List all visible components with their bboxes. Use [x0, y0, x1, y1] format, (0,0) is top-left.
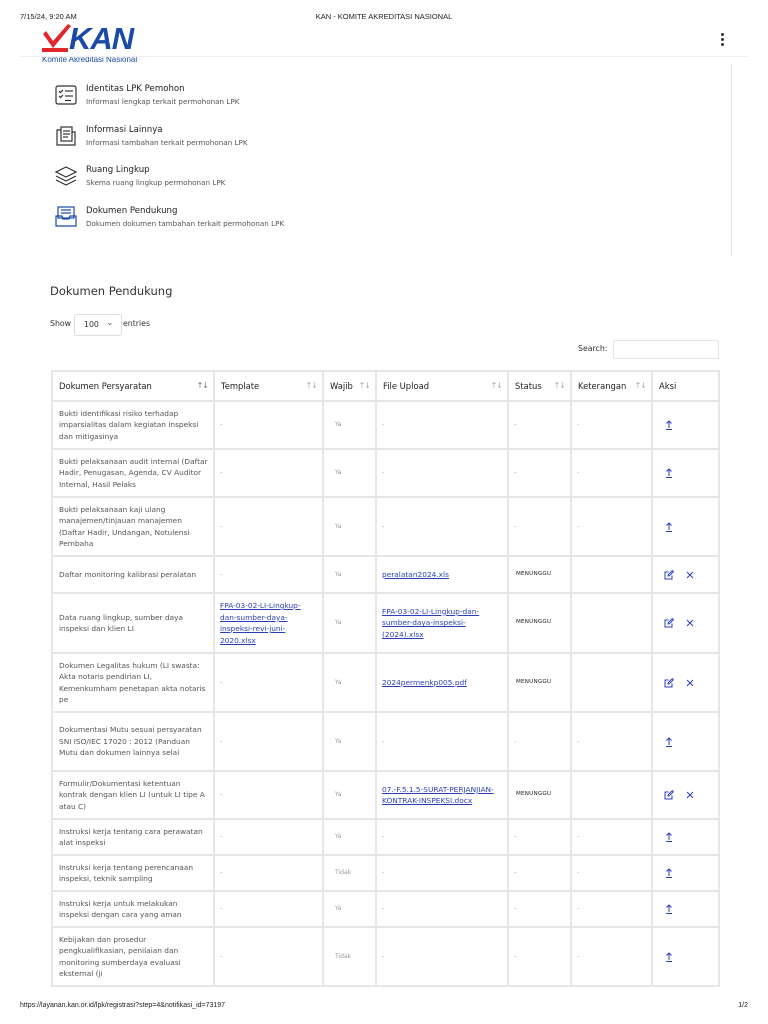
- edit-icon[interactable]: [663, 677, 675, 689]
- aksi-cell: [652, 401, 719, 449]
- status-cell: -: [508, 712, 571, 771]
- keterangan-cell: -: [571, 712, 652, 771]
- step-description: Skema ruang lingkup permohonan LPK: [86, 178, 226, 187]
- template-cell: -: [214, 556, 323, 593]
- file-cell: -: [376, 891, 508, 927]
- file-cell: [376, 771, 508, 819]
- column-label: Keterangan: [578, 381, 627, 391]
- keterangan-cell: -: [571, 497, 652, 556]
- aksi-cell: [652, 593, 719, 653]
- col-aksi: [652, 371, 719, 401]
- edit-icon[interactable]: [663, 617, 675, 629]
- aksi-cell: [652, 653, 719, 712]
- aksi-cell: [652, 712, 719, 771]
- upload-icon[interactable]: [663, 903, 675, 915]
- upload-icon[interactable]: [663, 419, 675, 431]
- sort-icon: ↑↓: [196, 381, 208, 390]
- template-cell: -: [214, 927, 323, 986]
- page-length-value: 100: [84, 320, 99, 329]
- print-url: https://layanan.kan.or.id/lpk/registrasi?step=4&notifikasi_id=73197: [20, 1002, 226, 1009]
- doc-cell: Instruksi kerja tentang perencanaan inspeksi, teknik sampling: [52, 855, 214, 891]
- keterangan-cell: [571, 593, 652, 653]
- column-label: Aksi: [659, 381, 677, 391]
- header-divider: [20, 56, 748, 57]
- col-template[interactable]: [214, 371, 323, 401]
- wajib-cell: Tidak: [323, 927, 376, 986]
- table-header-row: [52, 371, 719, 401]
- table-row: [52, 819, 719, 855]
- sort-icon: ↑↓: [490, 381, 502, 390]
- keterangan-cell: -: [571, 819, 652, 855]
- file-link[interactable]: FPA-03-02-LI-Lingkup-dan-sumber-daya-inspeksi-(2024).xlsx: [382, 606, 480, 639]
- file-cell: -: [376, 927, 508, 986]
- status-cell: -: [508, 927, 571, 986]
- status-cell: -: [508, 819, 571, 855]
- layers-icon: [54, 164, 78, 188]
- doc-cell: Bukti identifikasi risiko terhadap imparsialitas dalam kegiatan inspeksi dan mitigasinya: [52, 401, 214, 449]
- status-cell: MENUNGGU: [508, 556, 571, 593]
- wajib-cell: Ya: [323, 497, 376, 556]
- step-informasi-lainnya[interactable]: [54, 123, 454, 164]
- col-wajib[interactable]: [323, 371, 376, 401]
- column-label: Template: [221, 381, 260, 391]
- col-status[interactable]: [508, 371, 571, 401]
- step-description: Informasi tambahan terkait permohonan LPK: [86, 137, 248, 147]
- status-cell: -: [508, 855, 571, 891]
- template-cell: -: [214, 771, 323, 819]
- file-cell: -: [376, 401, 508, 449]
- step-ruang-lingkup[interactable]: [54, 163, 454, 204]
- table-row: [52, 556, 719, 593]
- step-title: Identitas LPK Pemohon: [86, 84, 185, 94]
- keterangan-cell: -: [571, 449, 652, 497]
- step-description: Informasi lengkap terkait permohonan LPK: [86, 97, 240, 106]
- column-label: Wajib: [330, 381, 353, 391]
- documents-table: [51, 370, 720, 987]
- status-cell: -: [508, 449, 571, 497]
- kan-checkmark-icon: [42, 24, 72, 54]
- upload-icon[interactable]: [663, 521, 675, 533]
- wajib-cell: Ya: [323, 712, 376, 771]
- show-label: Show: [50, 319, 72, 328]
- doc-cell: Data ruang lingkup, sumber daya inspeksi dan klien LI: [52, 593, 214, 653]
- file-cell: [376, 653, 508, 712]
- column-label: Status: [515, 381, 542, 391]
- file-link[interactable]: 07.-F.5.1.5-SURAT-PERJANJIAN-KONTRAK-INSPEKSI.docx: [382, 784, 494, 805]
- aksi-cell: [652, 449, 719, 497]
- print-footer: [20, 1002, 748, 1012]
- status-cell: MENUNGGU: [508, 653, 571, 712]
- file-cell: -: [376, 712, 508, 771]
- keterangan-cell: -: [571, 927, 652, 986]
- status-cell: -: [508, 891, 571, 927]
- file-cell: [376, 556, 508, 593]
- table-row: [52, 449, 719, 497]
- col-keterangan[interactable]: [571, 371, 652, 401]
- print-date: 7/15/24, 9:20 AM: [20, 12, 77, 21]
- brand-name: KAN: [69, 21, 134, 56]
- more-options-icon[interactable]: [718, 33, 726, 49]
- aksi-cell: [652, 891, 719, 927]
- template-cell: -: [214, 891, 323, 927]
- edit-icon[interactable]: [663, 569, 675, 581]
- wajib-cell: Ya: [323, 819, 376, 855]
- upload-icon[interactable]: [663, 467, 675, 479]
- close-icon[interactable]: [684, 789, 696, 801]
- template-link[interactable]: FPA-03-02-LI-Lingkup-dan-sumber-daya-inspeksi-revi-juni-2020.xlsx: [220, 601, 301, 645]
- doc-cell: Formulir/Dokumentasi ketentuan kontrak dengan klien LI (untuk LI tipe A atau C): [52, 771, 214, 819]
- upload-icon[interactable]: [663, 867, 675, 879]
- template-cell: -: [214, 855, 323, 891]
- print-page-number: 1/2: [738, 1002, 748, 1009]
- template-cell: [214, 593, 323, 653]
- file-cell: -: [376, 449, 508, 497]
- column-label: File Upload: [383, 381, 430, 391]
- upload-icon[interactable]: [663, 951, 675, 963]
- page-length-select[interactable]: [74, 314, 122, 336]
- sort-icon: ↑↓: [305, 381, 317, 390]
- close-icon[interactable]: [684, 677, 696, 689]
- sort-icon: ↑↓: [634, 381, 646, 390]
- status-cell: MENUNGGU: [508, 593, 571, 653]
- table-row: [52, 771, 719, 819]
- table-row: [52, 401, 719, 449]
- step-title: Informasi Lainnya: [86, 124, 163, 135]
- registration-steps: [54, 82, 454, 244]
- step-title: Dokumen Pendukung: [86, 205, 178, 216]
- wajib-cell: Ya: [323, 401, 376, 449]
- section-title: Dokumen Pendukung: [50, 284, 173, 298]
- print-title: KAN - KOMITE AKREDITASI NASIONAL: [315, 12, 453, 21]
- folder-document-icon: [54, 124, 78, 148]
- status-cell: -: [508, 497, 571, 556]
- aksi-cell: [652, 771, 719, 819]
- wajib-cell: Ya: [323, 593, 376, 653]
- col-file-upload[interactable]: [376, 371, 508, 401]
- doc-cell: Dokumen Legalitas hukum (LI swasta: Akta notaris pendirian LI, Kemenkumham penetapan akta notaris pe: [52, 653, 214, 712]
- status-cell: -: [508, 401, 571, 449]
- doc-cell: Bukti pelaksanaan kaji ulang manajemen/tinjauan manajemen (Daftar Hadir, Undangan, Notulensi Pembaha: [52, 497, 214, 556]
- sidebar-divider: [731, 64, 732, 256]
- brand-subtitle: Komite Akreditasi Nasional: [42, 55, 138, 64]
- table-row: [52, 855, 719, 891]
- search-label: Search:: [578, 344, 608, 353]
- keterangan-cell: -: [571, 891, 652, 927]
- column-label: Dokumen Persyaratan: [59, 381, 152, 391]
- table-row: [52, 927, 719, 986]
- keterangan-cell: -: [571, 401, 652, 449]
- aksi-cell: [652, 497, 719, 556]
- template-cell: -: [214, 497, 323, 556]
- step-dokumen-pendukung[interactable]: [54, 204, 454, 245]
- close-icon[interactable]: [684, 617, 696, 629]
- doc-cell: Daftar monitoring kalibrasi peralatan: [52, 556, 214, 593]
- kan-logo[interactable]: [42, 21, 152, 66]
- file-cell: -: [376, 855, 508, 891]
- checklist-icon: [54, 83, 78, 107]
- file-link[interactable]: 2024permenkp005.pdf: [382, 677, 467, 687]
- search-input[interactable]: [613, 340, 719, 359]
- aksi-cell: [652, 819, 719, 855]
- template-cell: -: [214, 653, 323, 712]
- sort-icon: ↑↓: [553, 381, 565, 390]
- step-title: Ruang Lingkup: [86, 165, 150, 175]
- keterangan-cell: [571, 771, 652, 819]
- wajib-cell: Ya: [323, 449, 376, 497]
- sort-icon: ↑↓: [358, 381, 370, 390]
- doc-cell: Instruksi kerja tentang cara perawatan alat inspeksi: [52, 819, 214, 855]
- wajib-cell: Ya: [323, 653, 376, 712]
- aksi-cell: [652, 556, 719, 593]
- file-cell: -: [376, 819, 508, 855]
- table-row: [52, 497, 719, 556]
- file-link[interactable]: peralatan2024.xls: [382, 569, 449, 579]
- wajib-cell: Ya: [323, 771, 376, 819]
- file-cell: [376, 593, 508, 653]
- step-description: Dokumen dokumen tambahan terkait permohonan LPK: [86, 218, 285, 228]
- archive-tray-icon: [54, 205, 78, 229]
- template-cell: -: [214, 449, 323, 497]
- doc-cell: Instruksi kerja untuk melakukan inspeksi dengan cara yang aman: [52, 891, 214, 927]
- wajib-cell: Ya: [323, 891, 376, 927]
- upload-icon[interactable]: [663, 736, 675, 748]
- wajib-cell: Ya: [323, 556, 376, 593]
- doc-cell: Dokumentasi Mutu sesuai persyaratan SNI ISO/IEC 17020 : 2012 (Panduan Mutu dan dokumen lainnya selai: [52, 712, 214, 771]
- doc-cell: Bukti pelaksanaan audit internal (Daftar Hadir, Penugasan, Agenda, CV Auditor Internal, Hasil Pelaks: [52, 449, 214, 497]
- file-cell: -: [376, 497, 508, 556]
- chevron-down-icon: ⌄: [106, 318, 114, 328]
- upload-icon[interactable]: [663, 831, 675, 843]
- aksi-cell: [652, 927, 719, 986]
- table-row: [52, 653, 719, 712]
- template-cell: -: [214, 819, 323, 855]
- wajib-cell: Tidak: [323, 855, 376, 891]
- table-row: [52, 891, 719, 927]
- edit-icon[interactable]: [663, 789, 675, 801]
- entries-label: entries: [123, 319, 151, 328]
- template-cell: -: [214, 401, 323, 449]
- doc-cell: Kebijakan dan prosedur pengkualifikasian, penilaian dan monitoring sumberdaya evaluasi eksternal (ji: [52, 927, 214, 986]
- status-cell: MENUNGGU: [508, 771, 571, 819]
- step-identitas-lpk[interactable]: [54, 82, 454, 123]
- keterangan-cell: [571, 653, 652, 712]
- template-cell: -: [214, 712, 323, 771]
- table-row: [52, 593, 719, 653]
- close-icon[interactable]: [684, 569, 696, 581]
- table-row: [52, 712, 719, 771]
- keterangan-cell: [571, 556, 652, 593]
- aksi-cell: [652, 855, 719, 891]
- keterangan-cell: -: [571, 855, 652, 891]
- col-dokumen-persyaratan[interactable]: [52, 371, 214, 401]
